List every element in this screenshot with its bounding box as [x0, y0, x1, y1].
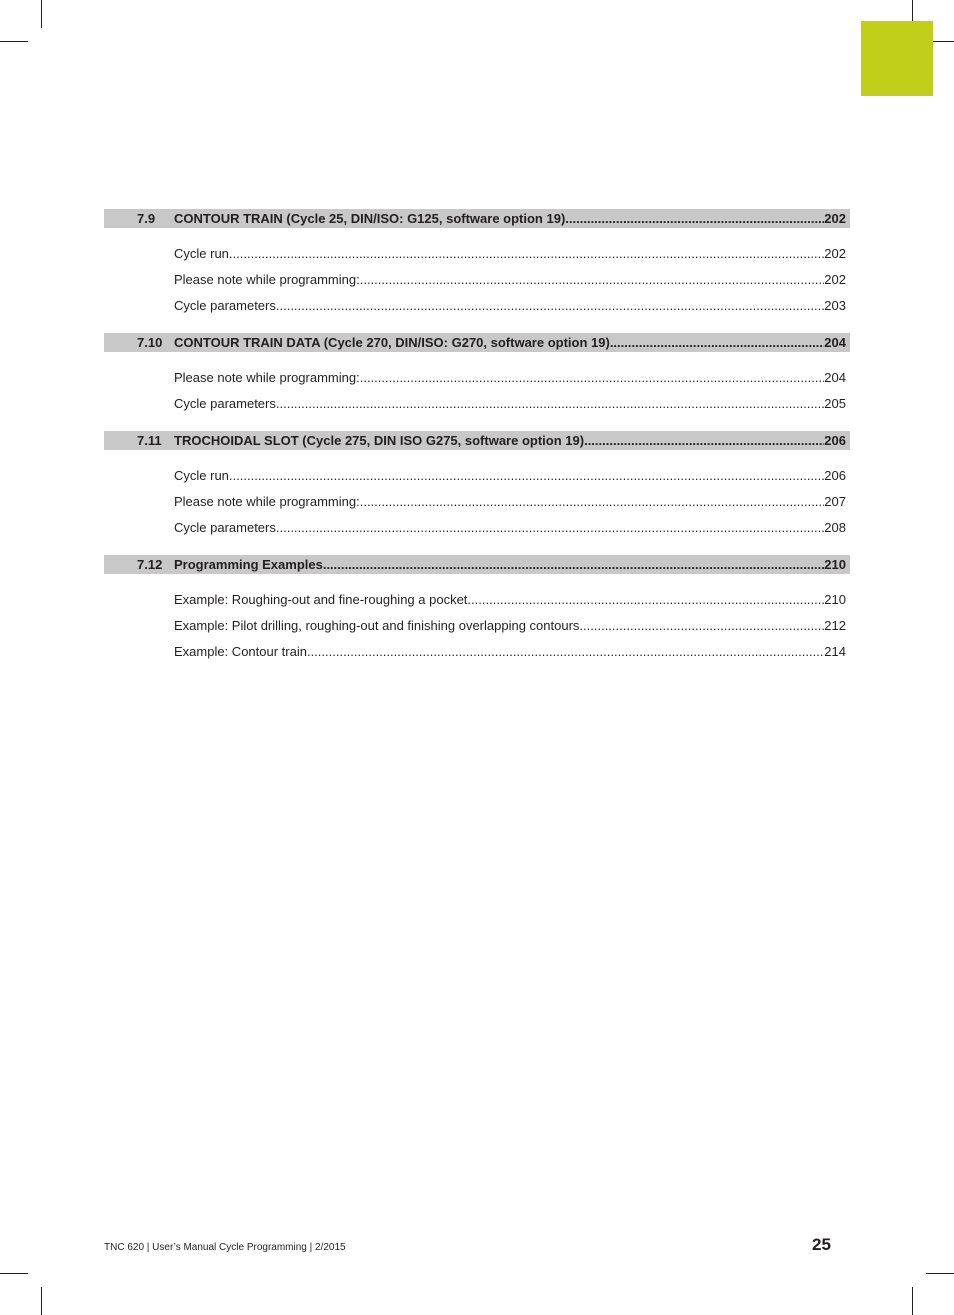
section-title: Programming Examples	[174, 557, 323, 572]
section-heading[interactable]	[104, 333, 850, 352]
entry-title: Please note while programming:	[174, 272, 360, 287]
toc-entry[interactable]	[104, 590, 850, 616]
dot-leader	[610, 333, 824, 352]
footer-text: TNC 620 | User’s Manual Cycle Programming | 2/2015	[104, 1242, 346, 1253]
toc-entry[interactable]	[104, 518, 850, 544]
toc-entry[interactable]	[104, 368, 850, 394]
section-title: TROCHOIDAL SLOT (Cycle 275, DIN ISO G275, software option 19)	[174, 433, 585, 448]
dot-leader	[467, 590, 824, 610]
toc-entry[interactable]	[104, 466, 850, 492]
table-of-contents	[104, 209, 850, 679]
section-page: 204	[824, 335, 846, 350]
entry-page: 210	[824, 592, 846, 607]
crop-mark	[41, 1287, 42, 1315]
dot-leader	[323, 555, 824, 574]
dot-leader	[360, 270, 825, 290]
entry-page: 202	[824, 246, 846, 261]
dot-leader	[276, 518, 824, 538]
dot-leader	[276, 296, 824, 316]
toc-entry[interactable]	[104, 244, 850, 270]
crop-mark	[0, 41, 28, 42]
page-number: 25	[812, 1235, 831, 1254]
section-number: 7.12	[137, 557, 163, 572]
entry-title: Please note while programming:	[174, 494, 360, 509]
entry-page: 202	[824, 272, 846, 287]
section-title: CONTOUR TRAIN (Cycle 25, DIN/ISO: G125, software option 19)	[174, 211, 566, 226]
toc-section	[104, 431, 850, 555]
dot-leader	[579, 616, 824, 636]
chapter-tab	[861, 21, 933, 96]
entry-page: 204	[824, 370, 846, 385]
entry-title: Example: Pilot drilling, roughing-out and finishing overlapping contours	[174, 618, 580, 633]
crop-mark	[912, 1287, 913, 1315]
entry-page: 207	[824, 494, 846, 509]
section-heading[interactable]	[104, 431, 850, 450]
entry-title: Cycle run	[174, 468, 229, 483]
dot-leader	[360, 368, 825, 388]
toc-entry[interactable]	[104, 296, 850, 322]
entry-title: Example: Contour train	[174, 644, 307, 659]
toc-entry[interactable]	[104, 642, 850, 668]
section-number: 7.10	[137, 335, 163, 350]
entry-title: Please note while programming:	[174, 370, 360, 385]
section-heading[interactable]	[104, 555, 850, 574]
section-page: 206	[824, 433, 846, 448]
dot-leader	[229, 244, 824, 264]
entry-page: 208	[824, 520, 846, 535]
section-page: 210	[824, 557, 846, 572]
entry-page: 205	[824, 396, 846, 411]
entry-title: Cycle run	[174, 246, 229, 261]
dot-leader	[276, 394, 824, 414]
crop-mark	[926, 1273, 954, 1274]
toc-section	[104, 555, 850, 679]
entry-title: Cycle parameters	[174, 298, 276, 313]
dot-leader	[360, 492, 825, 512]
section-page: 202	[824, 211, 846, 226]
toc-entry[interactable]	[104, 616, 850, 642]
entry-page: 206	[824, 468, 846, 483]
crop-mark	[41, 0, 42, 28]
toc-section	[104, 209, 850, 333]
dot-leader	[229, 466, 824, 486]
section-heading[interactable]	[104, 209, 850, 228]
entry-title: Cycle parameters	[174, 396, 276, 411]
entry-title: Example: Roughing-out and fine-roughing a pocket	[174, 592, 468, 607]
toc-entry[interactable]	[104, 394, 850, 420]
toc-entry[interactable]	[104, 270, 850, 296]
dot-leader	[307, 642, 824, 662]
section-number: 7.11	[137, 433, 162, 448]
entry-page: 212	[824, 618, 846, 633]
section-number: 7.9	[137, 211, 156, 226]
toc-entry[interactable]	[104, 492, 850, 518]
dot-leader	[584, 431, 824, 450]
entry-page: 203	[824, 298, 846, 313]
toc-section	[104, 333, 850, 431]
dot-leader	[565, 209, 824, 228]
entry-title: Cycle parameters	[174, 520, 276, 535]
entry-page: 214	[824, 644, 846, 659]
crop-mark	[0, 1273, 28, 1274]
section-title: CONTOUR TRAIN DATA (Cycle 270, DIN/ISO: G270, software option 19)	[174, 335, 610, 350]
